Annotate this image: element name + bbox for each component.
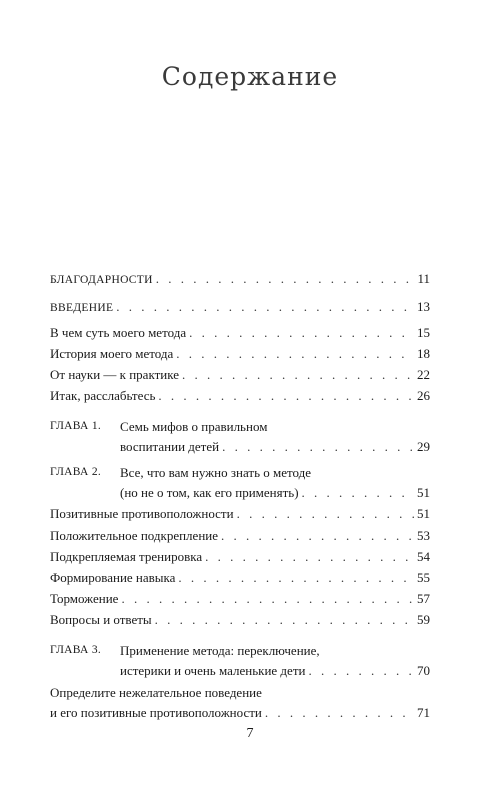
toc-entry-label: От науки — к практике	[50, 367, 179, 382]
toc-entry-define-line1: Определите нежелательное поведение	[50, 685, 262, 700]
toc-entry-opposites	[50, 505, 430, 522]
chapter-title-line: Семь мифов о правильном	[120, 419, 268, 434]
toc-entry-label: В чем суть моего метода	[50, 325, 187, 340]
leader-dots	[178, 569, 414, 586]
leader-dots	[222, 438, 414, 455]
chapter-title-line: Применение метода: переключение,	[120, 643, 320, 658]
toc-entry-page: 11	[417, 271, 430, 286]
leader-dots	[189, 324, 414, 341]
toc-entry-label: Вопросы и ответы	[50, 612, 152, 627]
leader-dots	[205, 548, 414, 565]
chapter-label: ГЛАВА 3.	[50, 644, 102, 656]
toc-entry-page: 13	[417, 299, 430, 314]
toc-entry-shaping	[50, 569, 430, 586]
chapter-label: ГЛАВА 2.	[50, 466, 102, 478]
leader-dots	[221, 527, 414, 544]
leader-dots	[182, 366, 414, 383]
leader-dots	[158, 387, 414, 404]
chapter-label: ГЛАВА 1.	[50, 420, 102, 432]
leader-dots	[308, 662, 414, 679]
leader-dots	[155, 611, 414, 628]
toc-entry-label: Торможение	[50, 591, 119, 606]
toc-entry-label: Формирование навыка	[50, 570, 176, 585]
toc-entry-page: 22	[417, 367, 430, 382]
toc-entry-define	[50, 704, 430, 721]
toc-entry-page: 26	[417, 388, 430, 403]
toc-entry-inhibition	[50, 590, 430, 607]
toc-entry-label: БЛАГОДАРНОСТИ	[50, 274, 153, 286]
toc-entry-history	[50, 345, 430, 362]
toc-entry-page: 55	[417, 570, 430, 585]
toc-entry-page: 54	[417, 549, 430, 564]
toc-entry-page: 15	[417, 325, 430, 340]
leader-dots	[265, 704, 414, 721]
toc-entry-introduction	[50, 298, 430, 317]
toc-entry-page: 70	[417, 663, 430, 678]
toc-entry-page: 71	[417, 705, 430, 720]
toc-entry-acknowledgments	[50, 270, 430, 289]
page-title: Содержание	[161, 62, 339, 91]
toc-entry-label: Итак, расслабьтесь	[50, 388, 156, 403]
leader-dots	[176, 345, 414, 362]
chapter-title-final-line	[120, 438, 430, 455]
toc-entry-label: Позитивные противоположности	[50, 506, 234, 521]
toc-entry-page: 51	[417, 506, 430, 521]
leader-dots	[156, 270, 415, 287]
leader-dots	[116, 298, 414, 315]
page-number: 7	[246, 726, 254, 741]
toc-entry-science	[50, 366, 430, 383]
toc-entry-page: 57	[417, 591, 430, 606]
toc-entry-reinforcement	[50, 527, 430, 544]
chapter-title-final-line	[120, 484, 430, 501]
toc-entry-label: История моего метода	[50, 346, 174, 361]
toc-entry-relax	[50, 387, 430, 404]
toc-entry-page: 51	[417, 485, 430, 500]
toc-entry-label: истерики и очень маленькие дети	[120, 663, 306, 678]
leader-dots	[237, 505, 414, 522]
leader-dots	[121, 590, 414, 607]
toc-entry-training	[50, 548, 430, 565]
leader-dots	[302, 484, 414, 501]
chapter-title-line: Все, что вам нужно знать о методе	[120, 465, 312, 480]
toc-entry-page: 53	[417, 528, 430, 543]
toc-entry-page: 29	[417, 439, 430, 454]
toc-entry-label: Подкрепляемая тренировка	[50, 549, 203, 564]
toc-entry-qa	[50, 611, 430, 628]
toc-entry-label: воспитании детей	[120, 439, 220, 454]
chapter-title-final-line	[120, 662, 430, 679]
toc-entry-label: Положительное подкрепление	[50, 528, 219, 543]
toc-entry-label: и его позитивные противоположности	[50, 705, 262, 720]
toc-entry-page: 59	[417, 612, 430, 627]
toc-entry-essence	[50, 324, 430, 341]
toc-entry-page: 18	[417, 346, 430, 361]
toc-entry-label: ВВЕДЕНИЕ	[50, 302, 114, 314]
toc-entry-label: (но не о том, как его применять)	[120, 485, 299, 500]
